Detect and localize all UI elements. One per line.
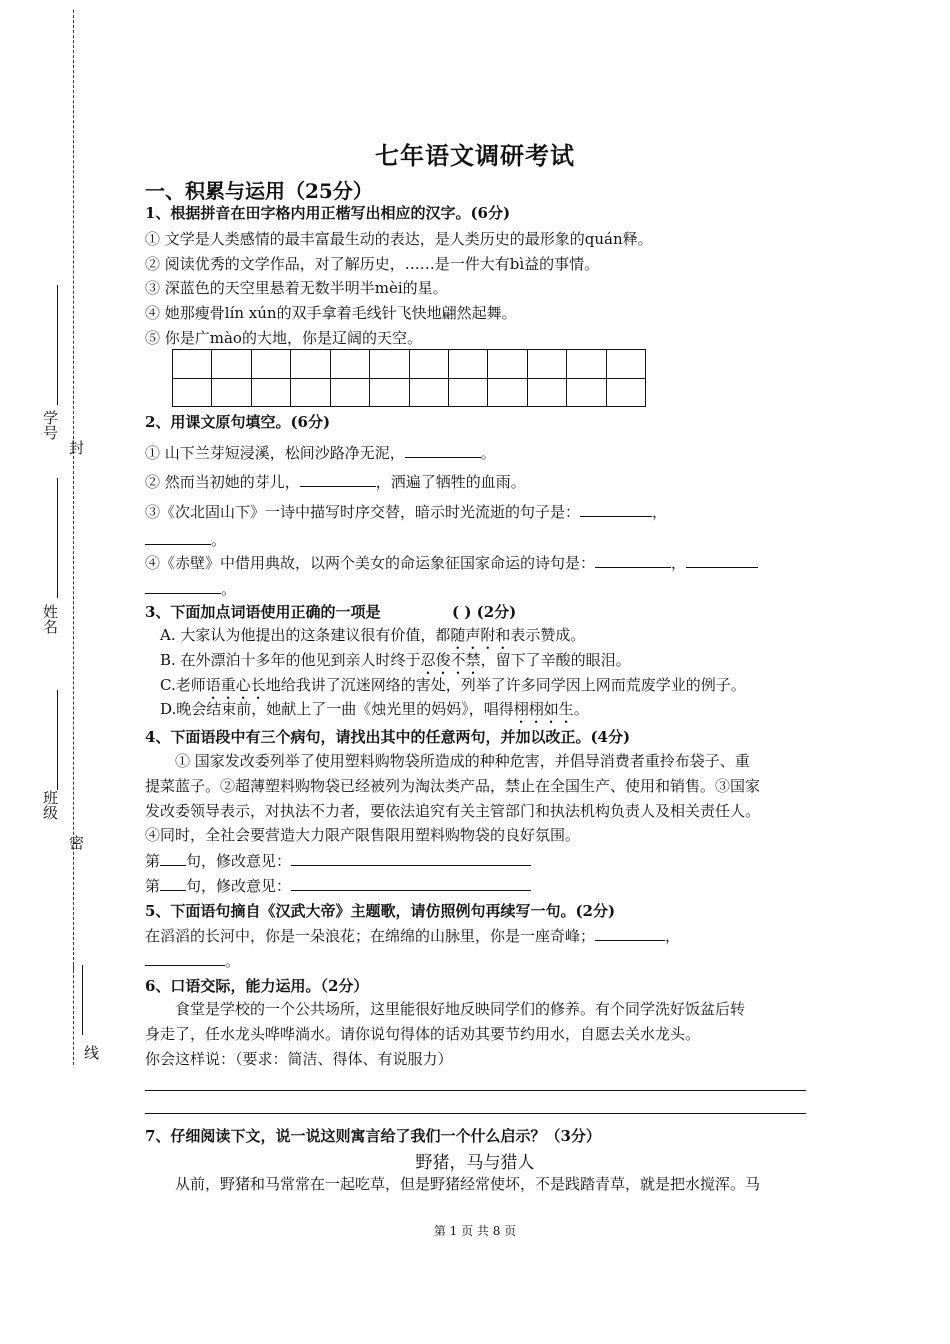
question-1-heading: 1、根据拼音在田字格内用正楷写出相应的汉字。(6分) xyxy=(145,204,511,222)
q5-example: 在滔滔的长河中，你是一朵浪花；在绵绵的山脉里，你是一座奇峰； xyxy=(145,927,596,945)
q2-line-1-text: ① 山下兰芽短浸溪，松间沙路净无泥， xyxy=(145,444,405,462)
binding-dashed-line-bottom xyxy=(73,965,74,1065)
grid-cell[interactable] xyxy=(370,350,409,378)
q2-line-1-end: 。 xyxy=(480,444,496,462)
answer-blank[interactable] xyxy=(595,926,665,941)
answer-blank[interactable] xyxy=(145,579,221,594)
grid-cell[interactable] xyxy=(252,350,291,378)
q3-option-d[interactable] xyxy=(160,698,589,727)
q3-option-b-term: 忍俊不禁 xyxy=(420,651,481,669)
q5-comma: ， xyxy=(665,927,681,945)
q3-option-c-text: C.老师 xyxy=(160,676,206,694)
q5-line-2 xyxy=(145,950,240,971)
q2-line-2-end: ，洒遍了牺牲的血雨。 xyxy=(375,473,526,491)
q3-option-c-end: 地给我讲了沉迷网络的害处，列举了许多同学因上网而荒废学业的例子。 xyxy=(265,676,746,694)
grid-cell[interactable] xyxy=(528,379,567,407)
story-paragraph-line-1: 从前，野猪和马常常在一起吃草，但是野猪经常使坏，不是践踏青草，就是把水搅浑。马 xyxy=(175,1175,761,1193)
sentence-number-blank[interactable] xyxy=(160,876,186,891)
question-3-heading: 3、下面加点词语使用正确的一项是 xyxy=(145,603,381,621)
grid-cell[interactable] xyxy=(173,350,212,378)
page-footer: 第 1 页 共 8 页 xyxy=(433,1224,517,1238)
binding-line-bottom xyxy=(82,965,83,1035)
label-xingming: 姓名 xyxy=(41,604,59,634)
label-xuehao: 学号 xyxy=(41,410,59,440)
q3-option-d-text: D.晚会结束前，她献上了一曲《烛光里的妈妈》，唱得 xyxy=(160,700,514,718)
q6-prompt: 你会这样说：（要求：简洁、得体、有说服力） xyxy=(145,1050,453,1068)
answer-line[interactable] xyxy=(145,1090,806,1091)
grid-cell[interactable] xyxy=(449,379,488,407)
q1-item-2: ② 阅读优秀的文学作品，对了解历史，……是一件大有bì益的事情。 xyxy=(145,255,600,273)
tianzi-grid[interactable] xyxy=(172,349,646,407)
q5-line-1 xyxy=(145,925,680,946)
q1-item-4: ④ 她那瘦骨lín xún的双手拿着毛线针飞快地翩然起舞。 xyxy=(145,304,517,322)
revision-blank[interactable] xyxy=(291,876,531,891)
grid-cell[interactable] xyxy=(567,379,606,407)
q3-option-b-end: ，留下了辛酸的眼泪。 xyxy=(480,651,631,669)
q3-option-b-text: B. 在外漂泊十多年的他见到亲人时终于 xyxy=(160,651,421,669)
answer-blank[interactable] xyxy=(300,472,376,487)
grid-cell[interactable] xyxy=(410,379,449,407)
label-xian: 线 xyxy=(82,1045,100,1060)
grid-cell[interactable] xyxy=(212,350,251,378)
q2-line-3-comma: ， xyxy=(652,503,668,521)
grid-cell[interactable] xyxy=(410,350,449,378)
q4-paragraph-line-4: ④同时，全社会要营造大力限产限售限用塑料购物袋的良好氛围。 xyxy=(145,826,581,844)
q1-item-5: ⑤ 你是广mào的大地，你是辽阔的天空。 xyxy=(145,329,422,347)
grid-cell[interactable] xyxy=(173,379,212,407)
q2-line-3 xyxy=(145,501,667,522)
question-6-heading: 6、口语交际，能力运用。（2分） xyxy=(145,977,369,995)
q6-paragraph-line-1: 食堂是学校的一个公共场所，这里能很好地反映同学们的修养。有个同学洗好饭盆后转 xyxy=(175,1000,746,1018)
q3-option-a-end: 表示赞成。 xyxy=(510,626,586,644)
answer-blank[interactable] xyxy=(686,553,758,568)
grid-cell[interactable] xyxy=(370,379,409,407)
grid-cell[interactable] xyxy=(212,379,251,407)
answer-blank[interactable] xyxy=(595,553,671,568)
q2-line-4 xyxy=(145,552,758,573)
q3-option-a-term: 随声附和 xyxy=(450,626,511,644)
grid-cell[interactable] xyxy=(252,379,291,407)
binding-line-xingming xyxy=(57,478,58,598)
q6-paragraph-line-2: 身走了，任水龙头哗哗淌水。请你说句得体的话劝其要节约用水，自愿去关水龙头。 xyxy=(145,1025,701,1043)
question-2-heading: 2、用课文原句填空。(6分) xyxy=(145,413,331,431)
q4-fix-row-2 xyxy=(145,875,531,896)
binding-line-xuehao xyxy=(57,285,58,405)
q5-end: 。 xyxy=(225,952,241,970)
revision-blank[interactable] xyxy=(291,851,531,866)
grid-cell[interactable] xyxy=(331,350,370,378)
q1-item-3: ③ 深蓝色的天空里悬着无数半明半mèi的星。 xyxy=(145,279,448,297)
label-banji: 班级 xyxy=(41,790,59,820)
grid-cell[interactable] xyxy=(528,350,567,378)
story-title: 野猪，马与猎人 xyxy=(415,1153,535,1173)
grid-cell[interactable] xyxy=(449,350,488,378)
answer-line[interactable] xyxy=(145,1113,806,1114)
q2-line-1 xyxy=(145,442,496,463)
question-4-heading: 4、下面语段中有三个病句，请找出其中的任意两句，并加以改正。(4分) xyxy=(145,728,631,746)
question-7-heading: 7、仔细阅读下文，说一说这则寓言给了我们一个什么启示？（3分） xyxy=(145,1127,601,1145)
answer-blank[interactable] xyxy=(580,502,652,517)
answer-blank[interactable] xyxy=(405,443,481,458)
q2-line-2-text: ② 然而当初她的芽儿， xyxy=(145,473,300,491)
grid-cell[interactable] xyxy=(331,379,370,407)
grid-cell[interactable] xyxy=(567,350,606,378)
grid-cell[interactable] xyxy=(291,379,330,407)
q2-line-3-cont xyxy=(145,529,226,550)
q3-option-d-end: 。 xyxy=(573,700,589,718)
section-heading-1: 一、积累与运用（25分） xyxy=(145,179,373,203)
answer-blank[interactable] xyxy=(145,951,225,966)
q4-fix-label-b: 句，修改意见： xyxy=(186,852,292,870)
question-5-heading: 5、下面语句摘自《汉武大帝》主题歌，请仿照例句再续写一句。(2分) xyxy=(145,902,616,920)
answer-blank[interactable] xyxy=(145,530,211,545)
q4-fix-label-a: 第 xyxy=(145,877,161,895)
q2-line-4-comma: ， xyxy=(671,554,687,572)
grid-cell[interactable] xyxy=(488,350,527,378)
q1-item-1: ① 文学是人类感情的最丰富最生动的表达，是人类历史的最形象的quán释。 xyxy=(145,230,653,248)
binding-line-banji xyxy=(57,690,58,790)
q4-fix-label-b: 句，修改意见： xyxy=(186,877,292,895)
question-3-paren: ( ) (2分) xyxy=(452,603,517,621)
label-feng: 封 xyxy=(67,440,85,455)
grid-cell[interactable] xyxy=(488,379,527,407)
grid-cell[interactable] xyxy=(291,350,330,378)
q4-fix-row-1 xyxy=(145,850,531,871)
q2-line-3-text: ③《次北固山下》一诗中描写时序交替，暗示时光流逝的句子是： xyxy=(145,503,581,521)
page-title: 七年语文调研考试 xyxy=(375,141,575,170)
q2-line-2 xyxy=(145,471,526,492)
q3-option-d-term: 栩栩如生 xyxy=(513,700,574,718)
label-mi: 密 xyxy=(67,835,85,850)
q4-paragraph-line-1: ① 国家发改委列举了使用塑料购物袋所造成的种种危害，并倡导消费者重拎布袋子、重 xyxy=(175,752,750,770)
q4-paragraph-line-2: 提菜蓝子。②超薄塑料购物袋已经被列为淘汰类产品，禁止在全国生产、使用和销售。③国家 xyxy=(145,777,761,795)
q3-option-c-term: 语重心长 xyxy=(205,676,266,694)
q2-line-4-end: 。 xyxy=(221,580,237,598)
q2-line-3-end: 。 xyxy=(211,531,227,549)
q4-paragraph-line-3: 发改委领导表示，对执法不力者，要依法追究有关主管部门和执法机构负责人及相关责任人。 xyxy=(145,802,761,820)
grid-cell[interactable] xyxy=(607,379,645,407)
grid-cell[interactable] xyxy=(607,350,645,378)
q4-fix-label-a: 第 xyxy=(145,852,161,870)
q2-line-4-text: ④《赤壁》中借用典故，以两个美女的命运象征国家命运的诗句是： xyxy=(145,554,596,572)
q3-option-a-text: A. 大家认为他提出的这条建议很有价值，都 xyxy=(160,626,451,644)
q2-line-4-cont xyxy=(145,578,236,599)
sentence-number-blank[interactable] xyxy=(160,851,186,866)
